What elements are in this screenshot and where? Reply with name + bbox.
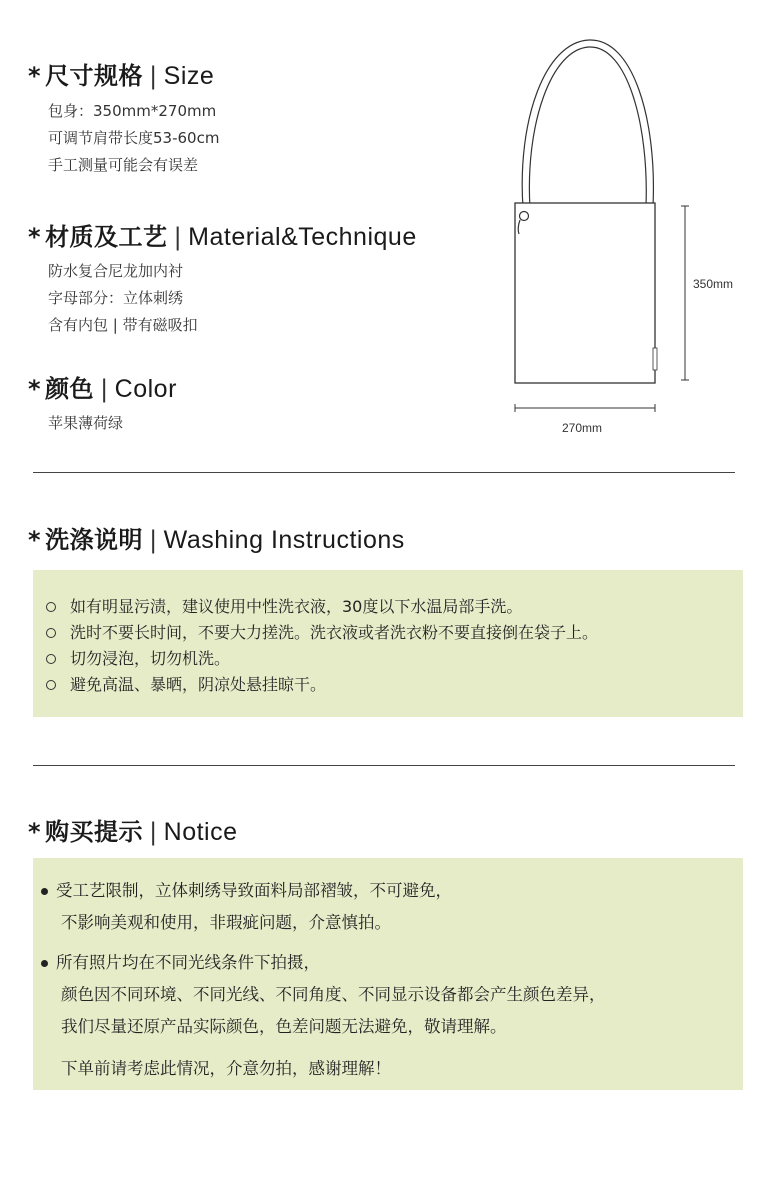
width-dimension-line <box>515 404 655 412</box>
material-heading <box>28 217 417 252</box>
height-label: 350mm <box>693 277 734 291</box>
color-line: 苹果薄荷绿 <box>48 414 124 432</box>
notice-list <box>41 875 606 1085</box>
asterisk-icon: * <box>28 223 42 251</box>
title-separator: | <box>149 526 158 554</box>
size-line: 包身：350mm*270mm <box>48 102 217 120</box>
circle-bullet-icon <box>46 628 56 638</box>
list-item: 如有明显污渍，建议使用中性洗衣液，30度以下水温局部手洗。 <box>46 594 598 620</box>
size-line: 可调节肩带长度53-60cm <box>48 129 220 147</box>
material-line: 防水复合尼龙加内衬 <box>48 262 184 280</box>
circle-bullet-icon <box>46 602 56 612</box>
list-item: 所有照片均在不同光线条件下拍摄， <box>41 947 606 979</box>
section-divider <box>33 765 735 766</box>
washing-heading <box>28 520 405 555</box>
notice-closing: 下单前请考虑此情况，介意勿拍，感谢理解！ <box>61 1059 391 1078</box>
list-item: 受工艺限制，立体刺绣导致面料局部褶皱，不可避免， <box>41 875 606 907</box>
circle-bullet-icon <box>46 680 56 690</box>
list-item: 洗时不要长时间，不要大力搓洗。洗衣液或者洗衣粉不要直接倒在袋子上。 <box>46 620 598 646</box>
washing-list <box>46 594 598 698</box>
bag-label-tag <box>653 348 657 370</box>
material-details <box>48 258 198 339</box>
dot-bullet-icon <box>41 960 48 967</box>
size-heading <box>28 56 214 91</box>
list-item-continuation: 我们尽量还原产品实际颜色，色差问题无法避免，敬请理解。 <box>61 1017 507 1036</box>
size-line: 手工测量可能会有误差 <box>48 156 199 174</box>
list-item: 切勿浸泡，切勿机洗。 <box>46 646 598 672</box>
bag-strap <box>522 40 653 208</box>
section-divider <box>33 472 735 473</box>
notice-title-en: Notice <box>163 818 238 846</box>
height-dimension-line <box>681 206 689 380</box>
size-title-cn: 尺寸规格 <box>45 62 144 90</box>
asterisk-icon: * <box>28 818 42 846</box>
list-item: 避免高温、暴晒，阴凉处悬挂晾干。 <box>46 672 598 698</box>
color-title-en: Color <box>114 375 177 403</box>
material-title-cn: 材质及工艺 <box>45 223 168 251</box>
color-details <box>48 410 123 437</box>
asterisk-icon: * <box>28 375 42 403</box>
material-line: 含有内包 | 带有磁吸扣 <box>48 316 198 334</box>
dot-bullet-icon <box>41 888 48 895</box>
size-details <box>48 98 219 179</box>
material-title-en: Material&Technique <box>188 223 417 251</box>
color-heading <box>28 369 177 404</box>
washing-panel <box>33 570 743 717</box>
title-separator: | <box>173 223 183 251</box>
title-separator: | <box>149 62 158 90</box>
title-separator: | <box>149 818 158 846</box>
list-item-continuation: 颜色因不同环境、不同光线、不同角度、不同显示设备都会产生颜色差异， <box>61 985 606 1004</box>
notice-heading <box>28 812 238 847</box>
asterisk-icon: * <box>28 526 42 554</box>
title-separator: | <box>100 375 109 403</box>
bag-diagram <box>505 30 755 445</box>
washing-title-en: Washing Instructions <box>163 526 405 554</box>
notice-panel <box>33 858 743 1090</box>
color-title-cn: 颜色 <box>45 375 95 403</box>
washing-title-cn: 洗涤说明 <box>45 526 144 554</box>
material-line: 字母部分：立体刺绣 <box>48 289 184 307</box>
size-title-en: Size <box>163 62 215 90</box>
bag-body <box>515 203 655 383</box>
width-label: 270mm <box>562 421 603 435</box>
asterisk-icon: * <box>28 62 42 90</box>
circle-bullet-icon <box>46 654 56 664</box>
list-item-continuation: 不影响美观和使用，非瑕疵问题，介意慎拍。 <box>61 913 391 932</box>
notice-title-cn: 购买提示 <box>45 818 144 846</box>
